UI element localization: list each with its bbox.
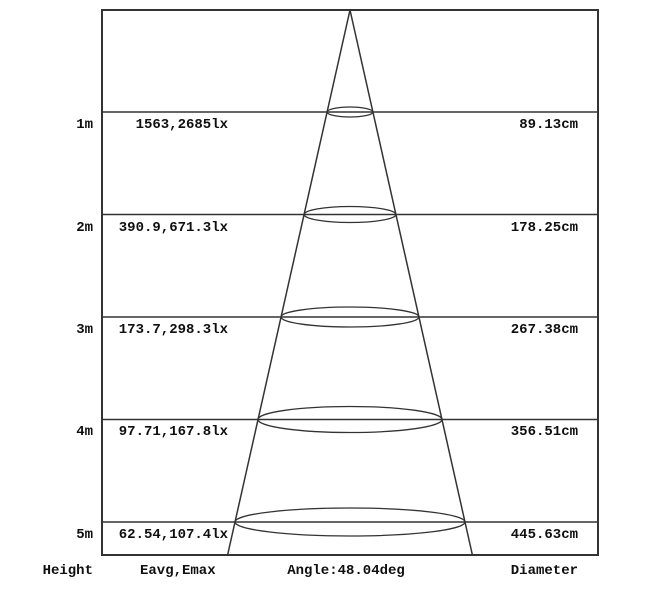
diameter-value-5m: 445.63cm	[510, 527, 578, 543]
footer-diameter-label: Diameter	[510, 563, 578, 579]
eavg-emax-value-2m: 390.9,671.3lx	[118, 220, 228, 236]
height-label-4m: 4m	[76, 424, 93, 440]
footer-beam-angle-label: Angle:48.04deg	[287, 563, 405, 579]
height-label-2m: 2m	[76, 220, 93, 236]
cone-left-edge	[228, 10, 350, 555]
height-label-1m: 1m	[76, 117, 93, 133]
eavg-emax-value-3m: 173.7,298.3lx	[118, 322, 228, 338]
diameter-value-3m: 267.38cm	[510, 322, 578, 338]
footer-height-label: Height	[42, 563, 93, 579]
height-label-3m: 3m	[76, 322, 93, 338]
diagram-border	[102, 10, 598, 555]
diameter-value-1m: 89.13cm	[519, 117, 578, 133]
diameter-value-2m: 178.25cm	[510, 220, 578, 236]
eavg-emax-value-1m: 1563,2685lx	[135, 117, 228, 133]
height-label-5m: 5m	[76, 527, 93, 543]
diameter-value-4m: 356.51cm	[510, 424, 578, 440]
cone-right-edge	[350, 10, 472, 555]
footer-eavg-emax-label: Eavg,Emax	[140, 563, 216, 579]
eavg-emax-value-4m: 97.71,167.8lx	[118, 424, 228, 440]
eavg-emax-value-5m: 62.54,107.4lx	[118, 527, 228, 543]
